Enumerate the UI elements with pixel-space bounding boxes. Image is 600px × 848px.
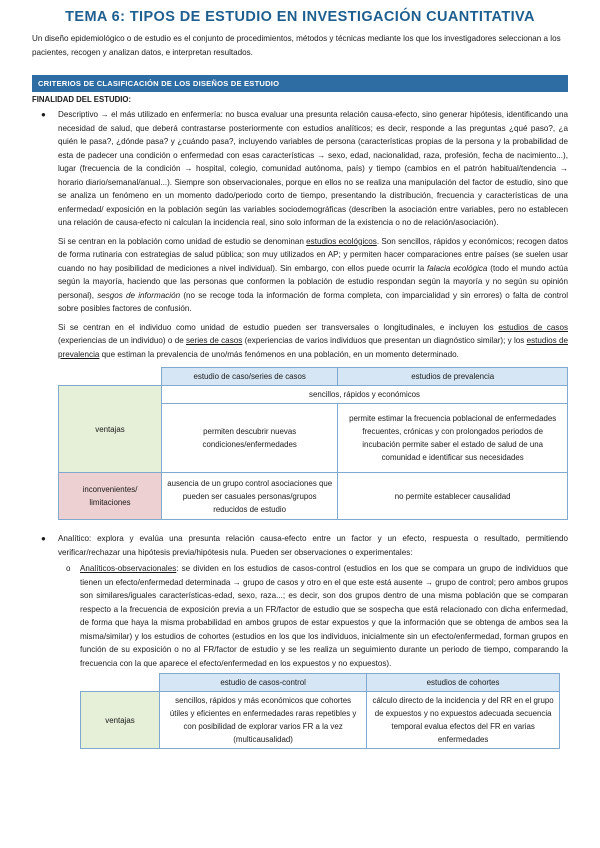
table-header-cell: estudio de caso/series de casos	[162, 368, 338, 386]
text-run: que estiman la prevalencia de uno/más fenómenos en una población, en un momento determinado.	[99, 349, 459, 359]
individuo-paragraph	[58, 321, 568, 362]
row-label-inconvenientes: inconvenientes/ limitaciones	[59, 473, 162, 520]
term-estudios-ecologicos: estudios ecológicos	[306, 236, 377, 246]
table-corner	[59, 368, 162, 386]
text-run: Si se centran en el individuo como unidad de estudio pueden ser transversales o longitudinales, e incluyen los	[58, 322, 499, 332]
table-cell: no permite establecer causalidad	[338, 473, 568, 520]
table-row	[59, 473, 568, 520]
subheading-finalidad: FINALIDAD DEL ESTUDIO:	[32, 95, 132, 104]
intro-paragraph: Un diseño epidemiológico o de estudio es el conjunto de procedimientos, métodos y técnicas mediante los que los investigadores seleccionan a los pacientes, recogen y analizan datos, e interpretan resultados.	[32, 34, 561, 57]
sub-bullet-observacionales	[58, 562, 568, 670]
table-header-cell: estudios de prevalencia	[338, 368, 568, 386]
table-row	[59, 386, 568, 404]
bullet-descriptivo	[32, 108, 568, 520]
row-label-ventajas: ventajas	[59, 386, 162, 473]
page-title: TEMA 6: TIPOS DE ESTUDIO EN INVESTIGACIÓN CUANTITATIVA	[65, 9, 535, 25]
term-estudios-prevalencia: estudios de prevalencia	[58, 336, 569, 359]
term-estudios-casos: estudios de casos	[498, 322, 569, 332]
table-cell-shared: sencillos, rápidos y económicos	[162, 386, 568, 404]
table-cell: permiten descubrir nuevas condiciones/enfermedades	[162, 404, 338, 473]
term-falacia-ecologica: falacia ecológica	[427, 263, 488, 273]
comparison-table-descriptivos	[58, 367, 568, 520]
text-run: (experiencias de varios individuos que presentan un diagnóstico similar); y los	[242, 336, 527, 345]
table-corner	[81, 674, 160, 692]
text-run: (todo el mundo actúa según la mayoría, haciendo que las personas que conformen la población de estudio respondan según la mayoría y no según su opinión personal),	[58, 263, 568, 300]
row-label-ventajas: ventajas	[81, 692, 160, 749]
text-run: (experiencias de un individuo) o de	[58, 336, 186, 345]
text-run: (no se recoge toda la información de forma completa, con imparcialidad y sin errores) o falta de control sobre posibles factores de confusión.	[58, 290, 569, 313]
table-cell: cálculo directo de la incidencia y del RR en el grupo de expuestos y no expuestos adecuada secuencia temporal evalua efectos del FR en varias enfermedades	[367, 692, 560, 749]
text-run: . Son sencillos, rápidos y económicos; recogen datos de forma rutinaria con estrategias de salud pública; son muy utilizados en AP; y permiten hacer comparaciones entre países (se suelen usar cuando no hay posibilidad de mediciones a nivel individual). Sin embargo, con ellos puede ocurrir la	[58, 236, 569, 273]
table-row	[81, 692, 560, 749]
term-sesgos-informacion: sesgos de información	[97, 290, 181, 300]
table-cell: sencillos, rápidos y más económicos que cohortes útiles y eficientes en enfermedades raras repetibles y con posibilidad de explorar varios FR a la vez (multicausalidad)	[160, 692, 367, 749]
analitico-paragraph: Analítico: explora y evalúa una presunta relación causa-efecto entre un factor y un efecto, respuesta o resultado, permitiendo verificar/rechazar una hipótesis previa/hipótesis nula. Pueden ser observaciones o experimentales:	[58, 534, 568, 557]
sub-bullet-icon: o	[66, 564, 71, 573]
table-cell: permite estimar la frecuencia poblacional de enfermedades frecuentes, crónicas y con prolongados periodos de incubación permite saber el estado de salud de una comunidad e identificar sus necesidades	[338, 404, 568, 473]
observacionales-paragraph	[80, 562, 568, 670]
descriptivo-paragraph: Descriptivo → el más utilizado en enfermería: no busca evaluar una presunta relación causa-efecto, sino generar hipótesis, identificando una necesidad de salud, que deberá contrastarse posteriormente con estudios analíticos; es decir, responde a las preguntas ¿qué paso?, ¿a quién le pasa?, ¿dónde pasa? y ¿cuándo pasa?, incluyendo variables de persona (características propias de la persona y la probabilidad de esta de padecer una condición o enfermedad con esas características → sexo, edad, nacionalidad, raza, profesión, fecha de nacimiento...), lugar (frecuencia de la condición → hospital, colegio, comunidad autónoma, país) y tiempo (cambios en el patrón habitual/tendencia → horario diario/semanal/anual...). Siempre son observacionales, porque en ellos no se realiza una manipulación del factor de estudio, sino que se analiza un fenómeno en un momento dado/periodo corto de tiempo, presentando la distribución, frecuencia y características de una enfermedad/ exposición en la población según las variables sociodemográficas (describen la asociación entre variables, pero no establecen una relación de causa-efecto ni calculan la incidencia real, sino solo informan de la existencia o no de relación/asociación).	[58, 110, 568, 227]
comparison-table-analiticos	[80, 673, 560, 749]
bullet-icon: ●	[41, 110, 46, 119]
table-header-cell: estudios de cohortes	[367, 674, 560, 692]
text-run: Si se centran en la población como unidad de estudio se denominan	[58, 236, 307, 246]
ecologicos-paragraph	[58, 235, 568, 316]
bullet-icon: ●	[41, 534, 46, 543]
text-run: : se dividen en los estudios de casos-control (estudios en los que se compara un grupo de individuos que tienen un efecto/enfermedad determinada → grupo de casos y otro en el que este está ausente → grupo de control; pero ambos grupos son similares/iguales características-edad, sexo, raza...; es decir, son dos grupos dentro de una misma población que se comparan respecto a la frecuencia de exposición previa a un FR/factor de estudio que se sospecha que está relacionado con dicha enfermedad, de forma que haya la misma probabilidad en ambos grupos de estar expuestos y que la información que se obtenga de ambos sea la misma/similar) y los estudios de cohortes (estudios en los que los individuos, inicialmente sin un efecto/enfermedad, forman grupos en función de su exposición o no al FR/factor de estudio y se les realiza un seguimiento durante un periodo de tiempo, comparando la frecuencia con la que aparece el efecto/enfermedad en los expuestos y no expuestos).	[80, 564, 568, 668]
bullet-analitico	[32, 532, 568, 670]
table-header-cell: estudio de casos-control	[160, 674, 367, 692]
section-heading: CRITERIOS DE CLASIFICACIÓN DE LOS DISEÑOS DE ESTUDIO	[32, 75, 568, 92]
table-header-row	[59, 368, 568, 386]
table-header-row	[81, 674, 560, 692]
term-series-casos: series de casos	[185, 336, 243, 345]
table-cell: ausencia de un grupo control asociaciones que pueden ser casuales personas/grupos reducidos de estudio	[162, 473, 338, 520]
term-analiticos-observacionales: Analíticos-observacionales	[80, 564, 177, 573]
